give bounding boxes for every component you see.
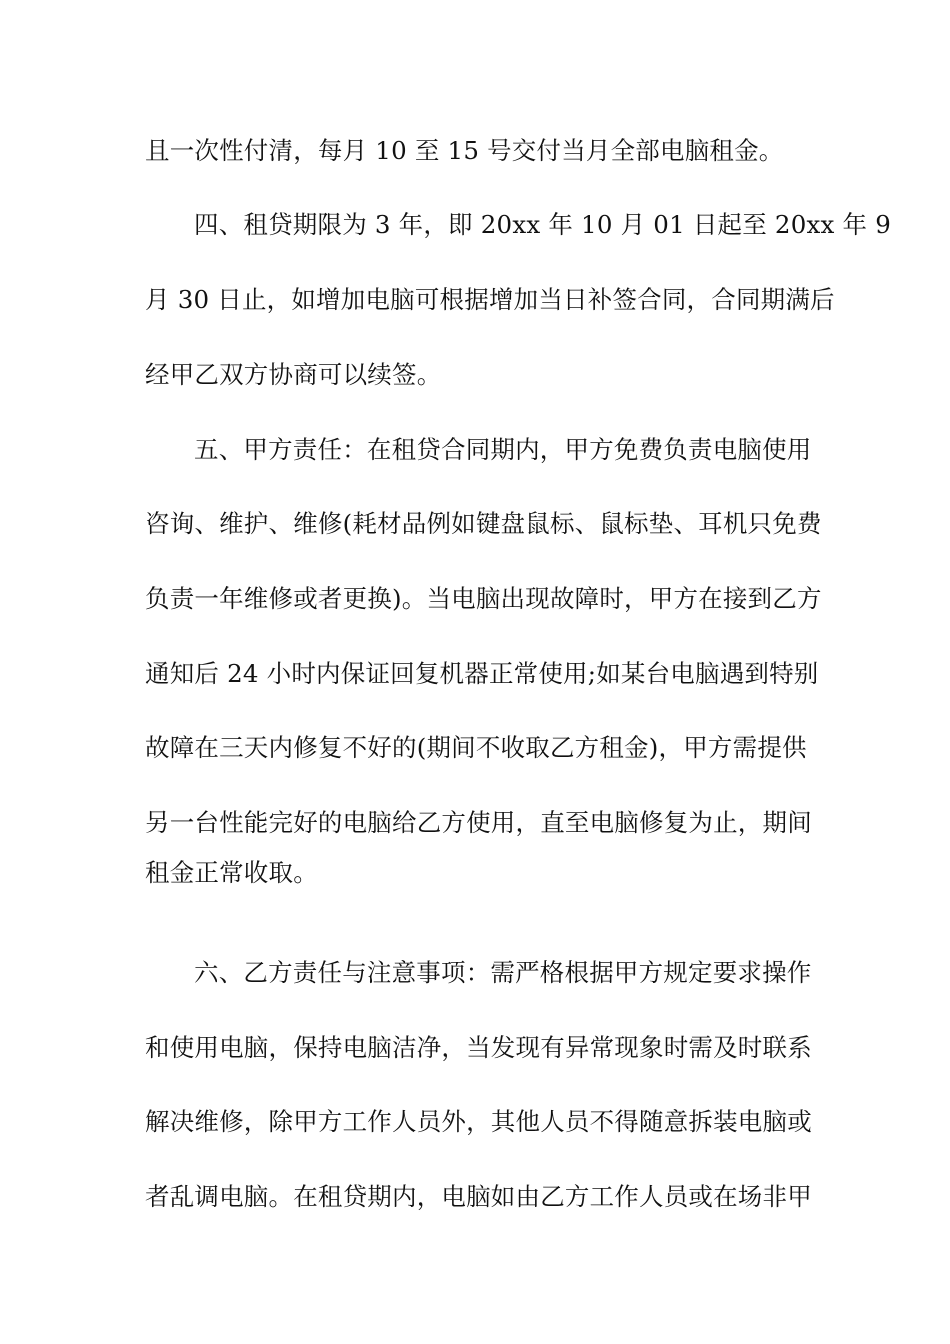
text-line: 故障在三天内修复不好的(期间不收取乙方租金)，甲方需提供 — [145, 733, 807, 762]
text-line: 租金正常收取。 — [145, 858, 318, 887]
text-line: 通知后 24 小时内保证回复机器正常使用;如某台电脑遇到特别 — [145, 659, 819, 688]
clause-4-heading-line: 四、租贷期限为 3 年，即 20xx 年 10 月 01 日起至 20xx 年 9 — [194, 210, 892, 239]
text-line: 解决维修，除甲方工作人员外，其他人员不得随意拆装电脑或 — [145, 1107, 812, 1136]
text-line: 月 30 日止，如增加电脑可根据增加当日补签合同，合同期满后 — [145, 285, 835, 314]
clause-5-heading-line: 五、甲方责任：在租贷合同期内，甲方免费负责电脑使用 — [194, 435, 812, 464]
text-line: 者乱调电脑。在租贷期内，电脑如由乙方工作人员或在场非甲 — [145, 1182, 812, 1211]
text-line: 和使用电脑，保持电脑洁净，当发现有异常现象时需及时联系 — [145, 1033, 812, 1062]
text-line: 负责一年维修或者更换)。当电脑出现故障时，甲方在接到乙方 — [145, 584, 822, 613]
text-line: 咨询、维护、维修(耗材品例如键盘鼠标、鼠标垫、耳机只免费 — [145, 509, 822, 538]
text-line: 经甲乙双方协商可以续签。 — [145, 360, 442, 389]
text-line: 另一台性能完好的电脑给乙方使用，直至电脑修复为止，期间 — [145, 808, 812, 837]
clause-6-heading-line: 六、乙方责任与注意事项：需严格根据甲方规定要求操作 — [194, 958, 812, 987]
text-line: 且一次性付清，每月 10 至 15 号交付当月全部电脑租金。 — [145, 136, 784, 165]
